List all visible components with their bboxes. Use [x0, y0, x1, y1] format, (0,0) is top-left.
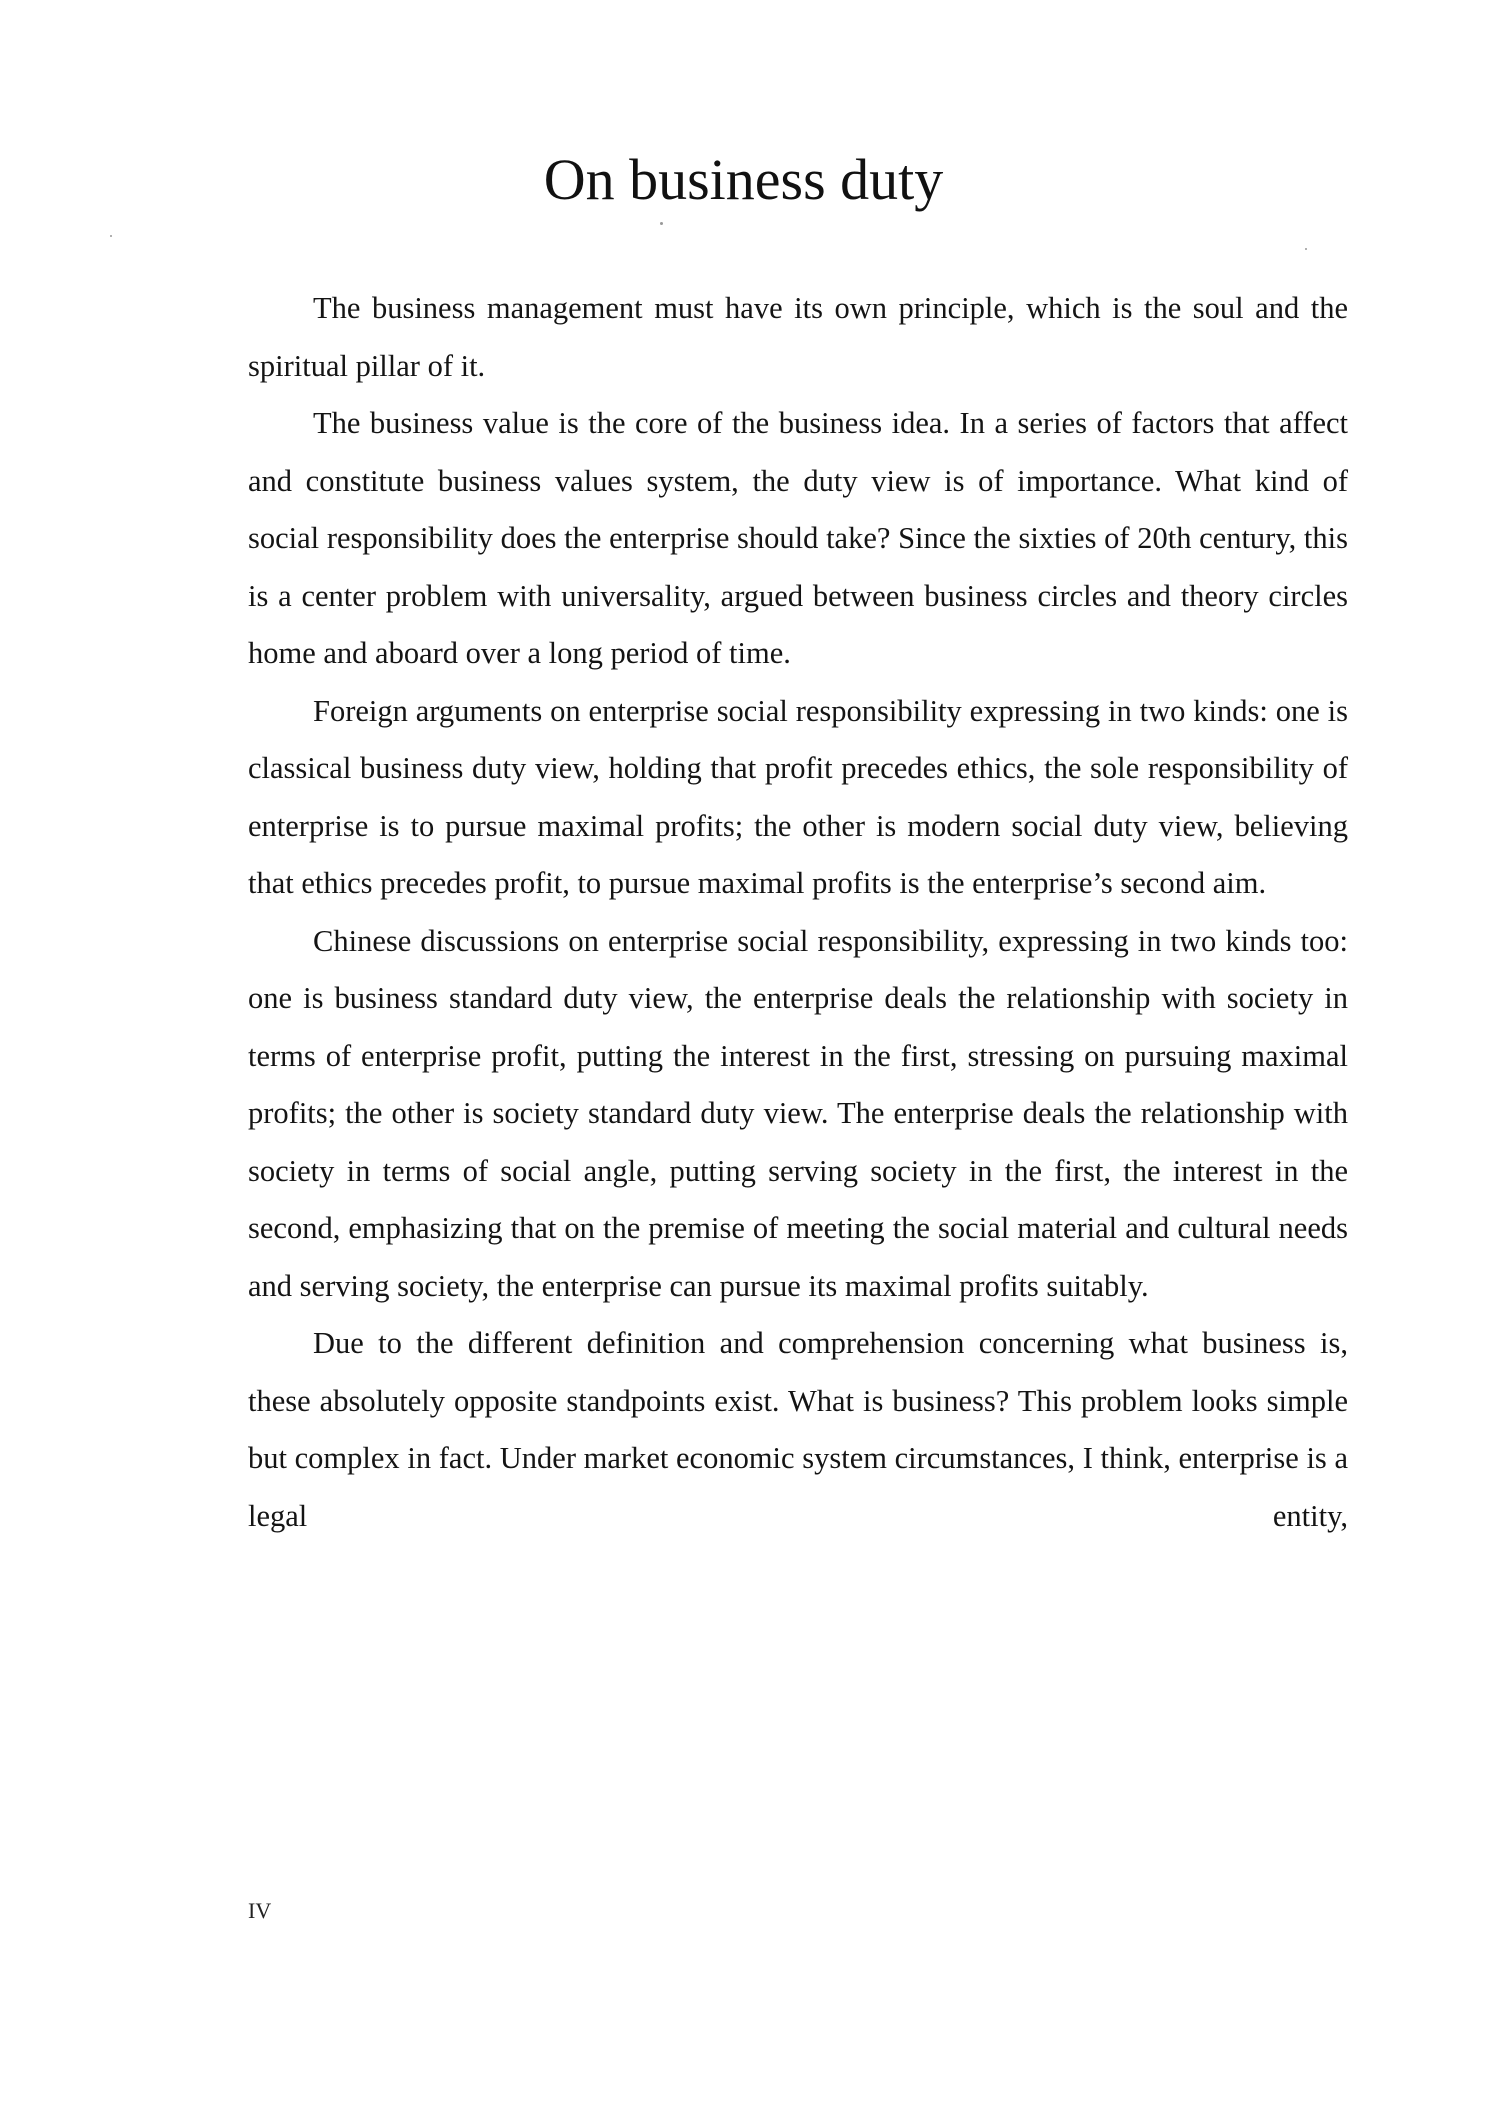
paragraph-3: Foreign arguments on enterprise social responsibility expressing in two kinds: one is classical business duty view, holding that profit precedes ethics, the sole responsibility of enterprise is to pursue maximal profits; the other is modern social duty view, believing that ethics precedes profit, to pursue maximal profits is the enterprise’s second aim.: [248, 693, 1348, 900]
paragraph-1: The business management must have its own principle, which is the soul and the spiritual pillar of it.: [248, 291, 1348, 383]
paragraph-4: Chinese discussions on enterprise social responsibility, expressing in two kinds too: one is business standard duty view, the enterprise deals the relationship with society in terms of enterprise profit, putting the interest in the first, stressing on pursuing maximal profits; the other is society standard duty view. The enterprise deals the relationship with society in terms of social angle, putting serving society in the first, the interest in the second, emphasizing that on the premise of meeting the social material and cultural needs and serving society, the enterprise can pursue its maximal profits suitably.: [248, 923, 1348, 1303]
document-body: [248, 280, 1348, 1545]
document-title: On business duty: [543, 147, 944, 212]
scan-speck: [1305, 248, 1307, 250]
paragraph-2: The business value is the core of the business idea. In a series of factors that affect and constitute business values system, the duty view is of importance. What kind of social responsibility does the enterprise should take? Since the sixties of 20th century, this is a center problem with universality, argued between business circles and theory circles home and aboard over a long period of time.: [248, 406, 1348, 670]
page-number: IV: [248, 1898, 272, 1923]
scan-speck: [110, 235, 112, 237]
paragraph-5: Due to the different definition and comprehension concerning what business is, these absolutely opposite standpoints exist. What is business? This problem looks simple but complex in fact. Under market economic system circumstances, I think, enterprise is a legal entity,: [248, 1326, 1348, 1533]
scan-speck: [660, 222, 663, 225]
